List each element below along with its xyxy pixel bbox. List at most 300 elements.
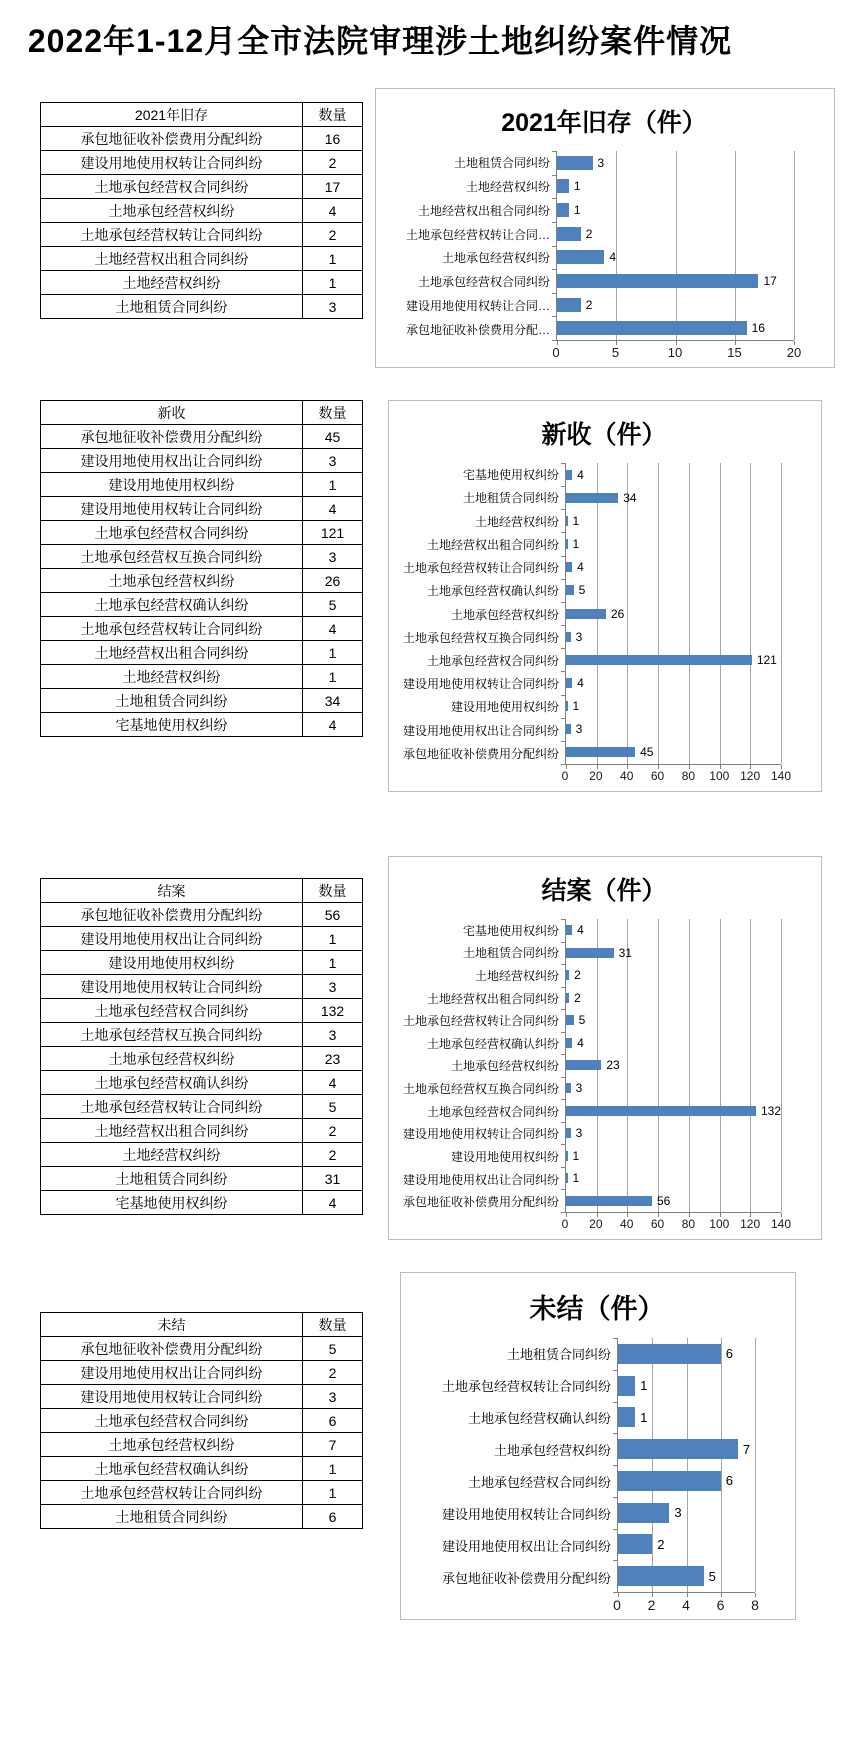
x-axis-tick-label: 15 <box>727 345 742 360</box>
category-axis-tick <box>561 1099 565 1100</box>
bar-row <box>557 151 794 175</box>
table-row <box>41 1481 363 1505</box>
bar <box>566 1083 571 1093</box>
table-row <box>41 271 363 295</box>
bar-row <box>618 1465 755 1497</box>
category-label: 建设用地使用权出让合同纠纷 <box>402 723 559 738</box>
bar <box>557 227 581 241</box>
bar-row <box>566 1054 781 1077</box>
category-axis-tick <box>561 1009 565 1010</box>
row-value-cell: 5 <box>303 593 363 617</box>
bar <box>566 493 618 503</box>
bar <box>618 1344 721 1364</box>
bar <box>566 1151 568 1161</box>
category-axis-tick <box>561 1032 565 1033</box>
row-value-cell: 1 <box>303 271 363 295</box>
x-axis-tick-label: 40 <box>620 769 634 783</box>
category-axis-tick <box>613 1370 617 1371</box>
category-label: 土地承包经营权合同纠纷 <box>467 1474 611 1490</box>
closed-cases-table <box>40 878 363 1215</box>
bar <box>557 250 604 264</box>
category-label: 土地承包经营权纠纷 <box>450 607 559 622</box>
bar-value-label: 6 <box>725 1473 733 1489</box>
bar-row <box>566 964 781 987</box>
category-label: 宅基地使用权纠纷 <box>462 468 559 483</box>
category-label: 承包地征收补偿费用分配纠纷 <box>402 1195 559 1210</box>
row-value-cell: 26 <box>303 569 363 593</box>
category-label: 土地承包经营权互换合同纠纷 <box>402 630 559 645</box>
bar-value-label: 3 <box>575 722 583 737</box>
x-axis-tick-label: 40 <box>620 1217 634 1231</box>
category-axis-tick <box>552 293 556 294</box>
row-value-cell: 3 <box>303 1385 363 1409</box>
bar <box>618 1407 635 1427</box>
category-axis-tick <box>561 625 565 626</box>
table-row <box>41 1337 363 1361</box>
category-label: 土地承包经营权纠纷 <box>450 1059 559 1074</box>
row-label-cell: 土地承包经营权互换合同纠纷 <box>41 545 303 569</box>
row-value-cell: 4 <box>303 1191 363 1215</box>
row-label-cell: 土地承包经营权确认纠纷 <box>41 593 303 617</box>
row-value-cell: 1 <box>303 665 363 689</box>
bar <box>557 298 581 312</box>
bar-value-label: 4 <box>577 467 584 482</box>
bar <box>566 970 569 980</box>
category-label: 土地承包经营权纠纷 <box>441 251 550 266</box>
bar-value-label: 23 <box>606 1058 620 1073</box>
bar-row <box>557 198 794 222</box>
bar <box>566 747 635 757</box>
table-row <box>41 1119 363 1143</box>
category-label: 土地承包经营权合同纠纷 <box>417 275 550 290</box>
bar-value-label: 1 <box>573 179 581 194</box>
table-row <box>41 927 363 951</box>
x-axis-tick-label: 0 <box>552 345 560 360</box>
bar <box>566 655 752 665</box>
table-row <box>41 713 363 737</box>
bar <box>618 1439 738 1459</box>
table-row <box>41 127 363 151</box>
row-label-cell: 土地经营权出租合同纠纷 <box>41 247 303 271</box>
x-axis-tick-label: 140 <box>770 769 792 783</box>
row-value-cell: 2 <box>303 223 363 247</box>
row-label-cell: 建设用地使用权纠纷 <box>41 951 303 975</box>
category-axis-tick <box>561 509 565 510</box>
bar <box>566 1038 572 1048</box>
bar <box>566 609 606 619</box>
bar <box>618 1376 635 1396</box>
bar-row <box>566 556 781 579</box>
row-label-cell: 土地经营权纠纷 <box>41 271 303 295</box>
bar-value-label: 4 <box>577 1035 584 1050</box>
bar-value-label: 2 <box>574 968 581 983</box>
qty-header: 数量 <box>303 879 363 903</box>
category-axis-tick <box>561 1189 565 1190</box>
category-label: 建设用地使用权纠纷 <box>450 1149 559 1164</box>
pending-cases-chart <box>400 1272 796 1620</box>
category-axis-tick <box>552 246 556 247</box>
table-row <box>41 617 363 641</box>
bar-value-label: 1 <box>573 203 581 218</box>
table-row <box>41 223 363 247</box>
qty-header: 数量 <box>303 1313 363 1337</box>
bar-value-label: 1 <box>572 1148 580 1163</box>
category-label: 土地经营权出租合同纠纷 <box>426 991 559 1006</box>
category-axis-tick <box>552 316 556 317</box>
row-label-cell: 承包地征收补偿费用分配纠纷 <box>41 425 303 449</box>
bar-value-label: 1 <box>572 513 580 528</box>
bar-row <box>566 1167 781 1190</box>
table-row <box>41 247 363 271</box>
bar-value-label: 34 <box>623 490 637 505</box>
x-axis-tick-label: 120 <box>740 769 761 783</box>
row-label-cell: 承包地征收补偿费用分配纠纷 <box>41 903 303 927</box>
bar <box>566 470 572 480</box>
bar-value-label: 4 <box>577 923 584 938</box>
chart-plot-wrapper <box>397 463 811 765</box>
category-label: 土地承包经营权合同纠纷 <box>426 653 559 668</box>
table-row <box>41 903 363 927</box>
gridline <box>794 151 795 340</box>
bar-row <box>557 293 794 317</box>
row-value-cell: 3 <box>303 1023 363 1047</box>
bars-layer <box>566 463 781 764</box>
row-label-cell: 土地承包经营权纠纷 <box>41 569 303 593</box>
qty-header: 数量 <box>303 103 363 127</box>
bar <box>566 632 571 642</box>
new-cases-chart <box>388 400 822 792</box>
bar-row <box>566 1122 781 1145</box>
bars-layer <box>566 919 781 1212</box>
bar <box>566 724 571 734</box>
bars-layer <box>557 151 794 340</box>
row-label-cell: 土地承包经营权合同纠纷 <box>41 999 303 1023</box>
x-axis-tick-label: 100 <box>709 769 730 783</box>
x-axis-tick-label: 4 <box>682 1597 690 1613</box>
table-row <box>41 975 363 999</box>
category-label: 土地租赁合同纠纷 <box>453 156 550 171</box>
table-title: 新收 <box>41 401 303 425</box>
x-axis-labels <box>613 1593 759 1613</box>
bar-value-label: 121 <box>756 652 777 667</box>
category-axis-tick <box>561 648 565 649</box>
row-value-cell: 3 <box>303 449 363 473</box>
bar-value-label: 6 <box>725 1346 733 1362</box>
table-row <box>41 1023 363 1047</box>
row-value-cell: 3 <box>303 545 363 569</box>
x-axis-tick-label: 60 <box>650 769 665 783</box>
category-axis-tick <box>561 987 565 988</box>
bar-value-label: 17 <box>763 273 777 288</box>
table-row <box>41 1167 363 1191</box>
bar-value-label: 56 <box>657 1193 671 1208</box>
bar <box>566 1196 652 1206</box>
qty-header: 数量 <box>303 401 363 425</box>
bar-value-label: 1 <box>640 1378 648 1394</box>
bar-value-label: 2 <box>585 297 593 312</box>
category-axis-tick <box>561 1077 565 1078</box>
category-label: 土地承包经营权纠纷 <box>493 1443 611 1459</box>
bar-row <box>618 1529 755 1561</box>
row-label-cell: 宅基地使用权纠纷 <box>41 1191 303 1215</box>
bar-row <box>557 175 794 199</box>
category-label: 土地承包经营权互换合同纠纷 <box>402 1082 559 1097</box>
bar <box>618 1503 669 1523</box>
x-axis-tick-label: 0 <box>561 1217 569 1231</box>
table-row <box>41 641 363 665</box>
bar-value-label: 1 <box>572 537 580 552</box>
table-row <box>41 1409 363 1433</box>
bar <box>566 1015 574 1025</box>
table-row <box>41 951 363 975</box>
row-label-cell: 土地承包经营权转让合同纠纷 <box>41 1095 303 1119</box>
bar-value-label: 1 <box>572 1171 580 1186</box>
table-row <box>41 425 363 449</box>
table-row <box>41 999 363 1023</box>
bar-value-label: 4 <box>577 560 584 575</box>
table-row <box>41 1095 363 1119</box>
category-label: 承包地征收补偿费用分配… <box>405 322 550 337</box>
gridline <box>781 463 782 764</box>
bar-value-label: 5 <box>708 1568 716 1584</box>
x-axis-tick-label: 20 <box>589 1217 603 1231</box>
bar-row <box>618 1433 755 1465</box>
table-row <box>41 521 363 545</box>
chart-title: 2021年旧存（件） <box>501 109 707 137</box>
bar-row <box>618 1560 755 1592</box>
row-value-cell: 6 <box>303 1409 363 1433</box>
row-value-cell: 34 <box>303 689 363 713</box>
bar-value-label: 3 <box>575 1126 583 1141</box>
table-row <box>41 473 363 497</box>
row-value-cell: 4 <box>303 199 363 223</box>
gridline <box>781 919 782 1212</box>
bar <box>566 1106 756 1116</box>
bar-row <box>566 1009 781 1032</box>
row-label-cell: 土地经营权纠纷 <box>41 1143 303 1167</box>
table-row <box>41 295 363 319</box>
category-axis-tick <box>552 222 556 223</box>
bar-row <box>566 1189 781 1212</box>
x-axis-tick-label: 20 <box>786 345 802 360</box>
row-label-cell: 土地经营权出租合同纠纷 <box>41 1119 303 1143</box>
bar <box>618 1471 721 1491</box>
row-value-cell: 1 <box>303 473 363 497</box>
row-value-cell: 121 <box>303 521 363 545</box>
bar-value-label: 132 <box>760 1103 781 1118</box>
bar <box>557 274 758 288</box>
category-axis-tick <box>552 175 556 176</box>
bar-value-label: 2 <box>657 1536 665 1552</box>
row-value-cell: 1 <box>303 951 363 975</box>
chart-title: 未结（件） <box>529 1294 665 1324</box>
bar <box>618 1534 652 1554</box>
bar-value-label: 31 <box>618 945 632 960</box>
row-label-cell: 土地租赁合同纠纷 <box>41 295 303 319</box>
category-label: 土地经营权出租合同纠纷 <box>417 203 550 218</box>
bar-row <box>557 316 794 340</box>
table-row <box>41 449 363 473</box>
category-axis-tick <box>561 919 565 920</box>
row-label-cell: 土地承包经营权纠纷 <box>41 1433 303 1457</box>
bar <box>566 1173 568 1183</box>
bar-row <box>618 1497 755 1529</box>
row-value-cell: 7 <box>303 1433 363 1457</box>
category-axis-tick <box>552 269 556 270</box>
table-row <box>41 1361 363 1385</box>
chart-plot-wrapper <box>384 151 824 341</box>
row-label-cell: 土地经营权出租合同纠纷 <box>41 641 303 665</box>
bar-row <box>566 625 781 648</box>
category-axis-tick <box>613 1497 617 1498</box>
bar-value-label: 26 <box>610 606 625 621</box>
row-label-cell: 土地承包经营权转让合同纠纷 <box>41 1481 303 1505</box>
bar <box>557 156 593 170</box>
row-label-cell: 土地承包经营权确认纠纷 <box>41 1457 303 1481</box>
row-value-cell: 45 <box>303 425 363 449</box>
bar-row <box>566 987 781 1010</box>
category-label: 土地承包经营权转让合同纠纷 <box>441 1379 611 1395</box>
table-row <box>41 569 363 593</box>
bar <box>566 585 574 595</box>
bar-value-label: 3 <box>674 1505 682 1521</box>
category-label: 土地经营权出租合同纠纷 <box>426 537 559 552</box>
bar <box>566 539 568 549</box>
category-axis-tick <box>613 1402 617 1403</box>
x-axis-tick-label: 80 <box>681 1217 696 1231</box>
row-label-cell: 承包地征收补偿费用分配纠纷 <box>41 1337 303 1361</box>
category-axis-tick <box>561 671 565 672</box>
row-value-cell: 16 <box>303 127 363 151</box>
row-label-cell: 土地承包经营权合同纠纷 <box>41 175 303 199</box>
row-label-cell: 建设用地使用权转让合同纠纷 <box>41 151 303 175</box>
row-label-cell: 土地租赁合同纠纷 <box>41 1505 303 1529</box>
bar-row <box>566 648 781 671</box>
bar-value-label: 2 <box>574 990 581 1005</box>
row-label-cell: 土地承包经营权转让合同纠纷 <box>41 617 303 641</box>
bar-row <box>618 1370 755 1402</box>
x-axis-tick-label: 20 <box>589 769 603 783</box>
row-label-cell: 土地承包经营权合同纠纷 <box>41 1409 303 1433</box>
category-label: 建设用地使用权转让合同… <box>405 298 550 313</box>
x-axis-tick-label: 8 <box>751 1597 759 1613</box>
bar <box>557 179 569 193</box>
category-label: 建设用地使用权转让合同纠纷 <box>441 1506 611 1522</box>
bar <box>566 562 572 572</box>
category-label: 建设用地使用权出让合同纠纷 <box>402 1172 559 1187</box>
category-axis-tick <box>561 1054 565 1055</box>
row-label-cell: 建设用地使用权纠纷 <box>41 473 303 497</box>
row-label-cell: 土地承包经营权纠纷 <box>41 199 303 223</box>
category-axis-tick <box>561 463 565 464</box>
chart-title: 结案（件） <box>541 877 667 905</box>
x-axis-labels <box>561 1213 792 1233</box>
row-value-cell: 3 <box>303 975 363 999</box>
row-value-cell: 4 <box>303 1071 363 1095</box>
category-label: 土地租赁合同纠纷 <box>462 491 559 506</box>
bar-value-label: 4 <box>609 250 617 265</box>
table-row <box>41 665 363 689</box>
plot-area <box>617 1338 755 1593</box>
category-label: 土地承包经营权合同纠纷 <box>426 1104 559 1119</box>
row-value-cell: 2 <box>303 1119 363 1143</box>
row-value-cell: 2 <box>303 1361 363 1385</box>
bar-row <box>557 222 794 246</box>
table-row <box>41 1457 363 1481</box>
bar <box>566 1128 571 1138</box>
category-axis-tick <box>552 198 556 199</box>
carryover-chart <box>375 88 835 368</box>
new-cases-table <box>40 400 363 737</box>
table-row <box>41 1505 363 1529</box>
row-value-cell: 6 <box>303 1505 363 1529</box>
carryover-table <box>40 102 363 319</box>
category-label: 承包地征收补偿费用分配纠纷 <box>441 1570 611 1586</box>
x-axis-tick-label: 100 <box>709 1217 730 1231</box>
bar-row <box>566 579 781 602</box>
table-row <box>41 545 363 569</box>
category-labels-column <box>397 919 565 1213</box>
category-label: 土地经营权纠纷 <box>474 514 559 529</box>
table-row <box>41 151 363 175</box>
category-axis-tick <box>561 964 565 965</box>
category-axis-tick <box>561 942 565 943</box>
bars-layer <box>618 1338 755 1592</box>
table-row <box>41 1071 363 1095</box>
category-axis-tick <box>561 556 565 557</box>
bar-row <box>566 671 781 694</box>
x-axis-tick-label: 0 <box>561 769 569 783</box>
x-axis-tick-label: 120 <box>740 1217 761 1231</box>
category-labels-column <box>409 1338 617 1593</box>
bar <box>566 678 572 688</box>
bar-value-label: 2 <box>585 226 593 241</box>
row-label-cell: 建设用地使用权转让合同纠纷 <box>41 975 303 999</box>
category-labels-column <box>384 151 556 341</box>
bar-value-label: 45 <box>640 745 654 760</box>
category-axis-tick <box>561 718 565 719</box>
bar <box>566 1060 601 1070</box>
row-value-cell: 2 <box>303 1143 363 1167</box>
pending-cases-table <box>40 1312 363 1529</box>
row-label-cell: 建设用地使用权转让合同纠纷 <box>41 1385 303 1409</box>
bar <box>566 701 568 711</box>
row-value-cell: 1 <box>303 641 363 665</box>
x-axis-labels <box>561 765 792 785</box>
row-label-cell: 建设用地使用权出让合同纠纷 <box>41 449 303 473</box>
category-axis-tick <box>561 1122 565 1123</box>
category-axis-tick <box>613 1560 617 1561</box>
x-axis-tick-label: 10 <box>667 345 683 360</box>
bar-row <box>618 1338 755 1370</box>
bar-value-label: 16 <box>751 321 765 336</box>
bar <box>566 925 572 935</box>
row-value-cell: 1 <box>303 1457 363 1481</box>
x-axis-tick-label: 2 <box>647 1597 656 1613</box>
category-axis-tick <box>561 532 565 533</box>
row-label-cell: 建设用地使用权转让合同纠纷 <box>41 497 303 521</box>
bar-row <box>566 718 781 741</box>
category-axis-tick <box>613 1465 617 1466</box>
category-label: 土地承包经营权转让合同纠纷 <box>402 1014 559 1029</box>
bar <box>566 993 569 1003</box>
row-value-cell: 132 <box>303 999 363 1023</box>
bar-row <box>566 602 781 625</box>
x-axis-tick-label: 140 <box>770 1217 792 1231</box>
page-title: 2022年1-12月全市法院审理涉土地纠纷案件情况 <box>27 23 733 59</box>
row-value-cell: 5 <box>303 1095 363 1119</box>
row-value-cell: 5 <box>303 1337 363 1361</box>
